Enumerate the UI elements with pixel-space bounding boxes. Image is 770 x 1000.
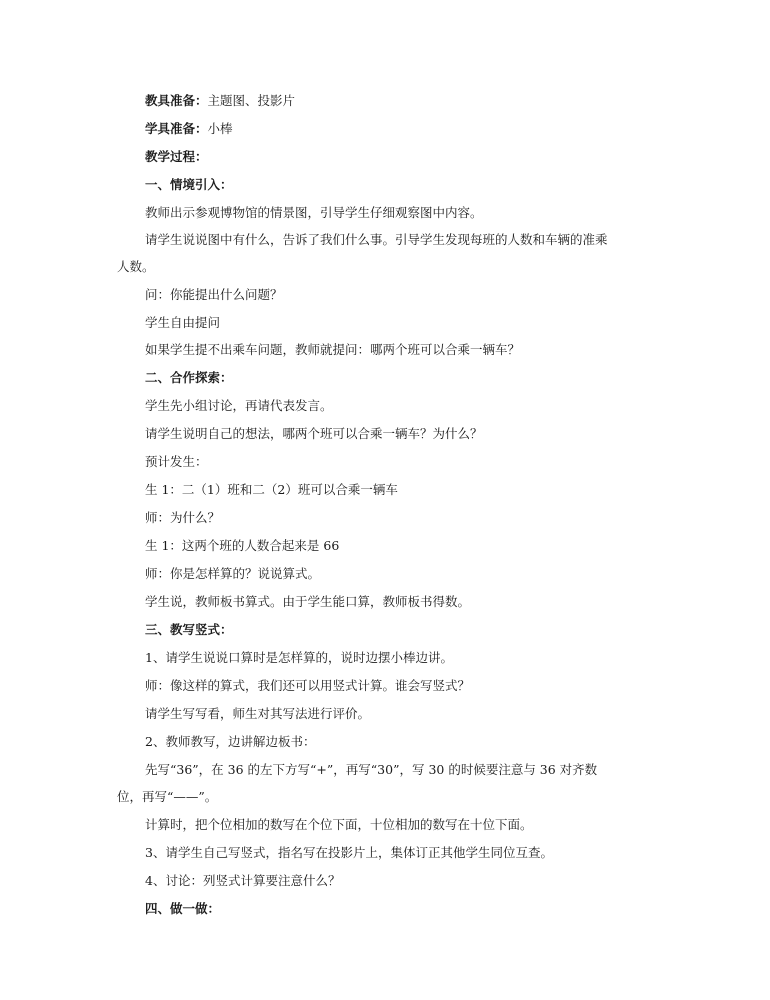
process-heading: 教学过程：: [145, 149, 208, 164]
paragraph: 先写“36”，在 36 的左下方写“+”，再写“30”，写 30 的时候要注意与 36 对齐数: [145, 762, 598, 777]
paragraph: 教师出示参观博物馆的情景图，引导学生仔细观察图中内容。: [145, 205, 483, 220]
teaching-aids-text: 主题图、投影片: [207, 93, 296, 108]
paragraph: 请学生说明自己的想法，哪两个班可以合乘一辆车？为什么？: [145, 426, 483, 441]
paragraph: 2、教师教写，边讲解边板书：: [145, 734, 316, 749]
paragraph: 预计发生：: [145, 454, 208, 469]
student-aids-line: [145, 121, 665, 137]
paragraph: 请学生写写看，师生对其写法进行评价。: [145, 706, 371, 721]
teaching-aids-label: 教具准备：: [145, 93, 208, 108]
paragraph: 问：你能提出什么问题？: [145, 287, 283, 302]
section-2-heading: 二、合作探索：: [145, 370, 233, 385]
paragraph: 4、讨论：列竖式计算要注意什么？: [145, 873, 341, 888]
teaching-aids-line: [145, 93, 665, 109]
paragraph: 1、请学生说说口算时是怎样算的，说时边摆小棒边讲。: [145, 650, 453, 665]
paragraph: 学生先小组讨论，再请代表发言。: [145, 398, 333, 413]
paragraph-continuation: 人数。: [117, 259, 155, 274]
section-4-heading: 四、做一做：: [145, 901, 221, 916]
student-aids-label: 学具准备：: [145, 121, 208, 136]
section-1-heading: 一、情境引入：: [145, 177, 233, 192]
paragraph: 如果学生提不出乘车问题，教师就提问：哪两个班可以合乘一辆车？: [145, 342, 521, 357]
paragraph: 学生说，教师板书算式。由于学生能口算，教师板书得数。: [145, 594, 471, 609]
paragraph: 师：为什么？: [145, 510, 221, 525]
paragraph: 师：你是怎样算的？说说算式。: [145, 566, 321, 581]
paragraph: 3、请学生自己写竖式，指名写在投影片上，集体订正其他学生同位互查。: [145, 845, 553, 860]
paragraph: 生 1：二（1）班和二（2）班可以合乘一辆车: [145, 482, 398, 497]
student-aids-text: 小棒: [207, 121, 233, 136]
paragraph: 生 1：这两个班的人数合起来是 66: [145, 538, 340, 553]
paragraph: 学生自由提问: [145, 315, 221, 330]
paragraph: 师：像这样的算式，我们还可以用竖式计算。谁会写竖式？: [145, 678, 471, 693]
paragraph-continuation: 位，再写“——”。: [117, 789, 218, 804]
section-3-heading: 三、教写竖式：: [145, 622, 233, 637]
paragraph: 请学生说说图中有什么，告诉了我们什么事。引导学生发现每班的人数和车辆的准乘: [145, 232, 608, 247]
paragraph: 计算时，把个位相加的数写在个位下面，十位相加的数写在十位下面。: [145, 817, 533, 832]
